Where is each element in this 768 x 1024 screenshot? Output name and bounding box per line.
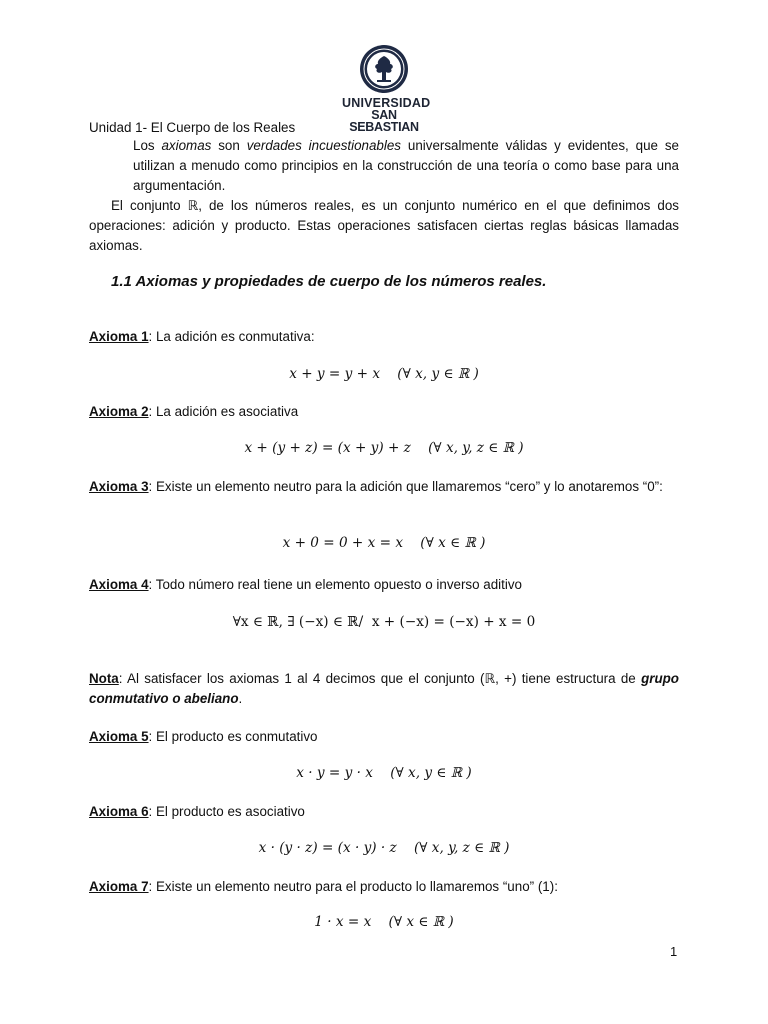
- axiom-7-text: Axioma 7: Existe un elemento neutro para el producto lo llamaremos “uno” (1):: [89, 879, 558, 894]
- axiom-6-formula: x · (y · z) = (x · y) · z (∀ x, y, z ∈ ℝ ): [258, 840, 510, 856]
- axiom-2-text: Axioma 2: La adición es asociativa: [89, 404, 299, 419]
- university-seal-icon: [359, 44, 409, 94]
- axiom-1-text: Axioma 1: La adición es conmutativa:: [89, 329, 315, 344]
- axiom-6-text: Axioma 6: El producto es asociativo: [89, 804, 305, 819]
- axiom-2-formula: x + (y + z) = (x + y) + z (∀ x, y, z ∈ ℝ ): [244, 440, 524, 456]
- axiom-3-text: Axioma 3: Existe un elemento neutro para la adición que llamaremos “cero” y lo anotaremos “0”:: [89, 479, 663, 494]
- note-paragraph: Nota: Al satisfacer los axiomas 1 al 4 decimos que el conjunto (ℝ, +) tiene estructura de grupo conmutativo o abeliano.: [89, 671, 679, 706]
- page-number: 1: [670, 944, 678, 959]
- axiom-5-text: Axioma 5: El producto es conmutativo: [89, 729, 318, 744]
- university-logo: [342, 44, 431, 134]
- logo-line-1: UNIVERSIDAD: [342, 96, 431, 110]
- axiom-5-formula: x · y = y · x (∀ x, y ∈ ℝ ): [296, 765, 472, 781]
- intro-paragraph-1: Los axiomas son verdades incuestionables universalmente válidas y evidentes, que se utilizan a menudo como principios en la construcción de una teoría o como base para una argumentación.: [133, 138, 679, 193]
- axiom-4-formula: ∀x ∈ ℝ, ∃ (−x) ∈ ℝ/ x + (−x) = (−x) + x = 0: [232, 614, 536, 630]
- axiom-4-text: Axioma 4: Todo número real tiene un elemento opuesto o inverso aditivo: [89, 577, 522, 592]
- section-title: 1.1 Axiomas y propiedades de cuerpo de los números reales.: [111, 273, 547, 290]
- logo-line-2: SAN SEBASTIAN: [349, 108, 419, 134]
- axiom-7-formula: 1 · x = x (∀ x ∈ ℝ ): [314, 914, 454, 930]
- axiom-1-formula: x + y = y + x (∀ x, y ∈ ℝ ): [289, 366, 479, 382]
- intro-paragraph-2: El conjunto ℝ, de los números reales, es un conjunto numérico en el que definimos dos operaciones: adición y producto. Estas operaciones satisfacen ciertas reglas básicas llamadas axiomas.: [89, 198, 679, 253]
- axiom-3-formula: x + 0 = 0 + x = x (∀ x ∈ ℝ ): [282, 535, 486, 551]
- unit-title: Unidad 1- El Cuerpo de los Reales: [89, 120, 296, 135]
